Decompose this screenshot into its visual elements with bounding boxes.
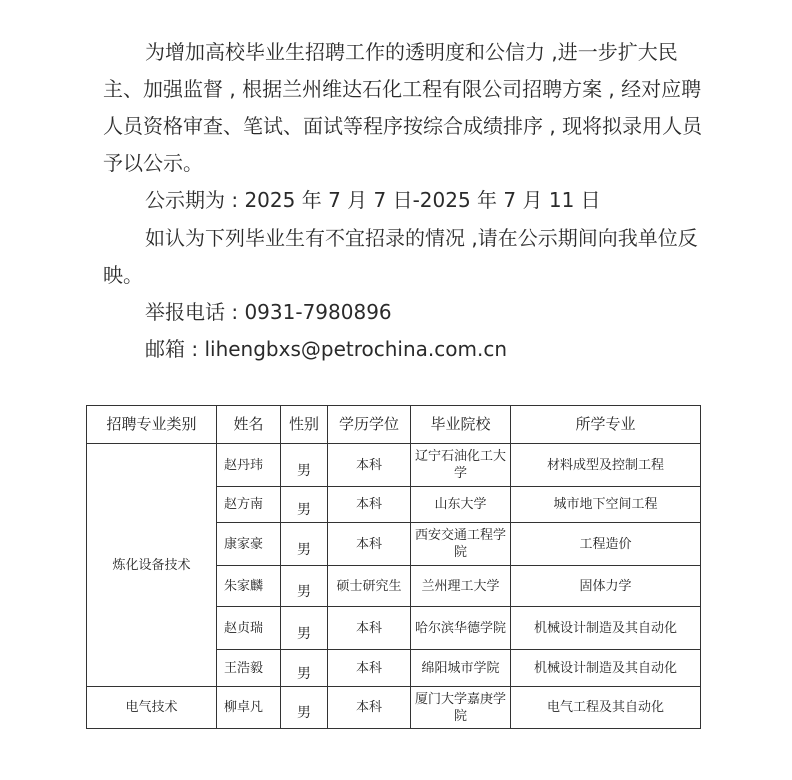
header-gender: 性别 [281,406,328,444]
name-cell: 赵贞瑞 [217,607,281,650]
major-cell: 工程造价 [511,523,701,566]
degree-cell: 本科 [328,607,411,650]
header-school: 毕业院校 [411,406,511,444]
gender-cell: 男 [281,687,328,729]
major-cell: 城市地下空间工程 [511,487,701,523]
gender-cell: 男 [281,523,328,566]
publicity-period: 公示期为 : 2025 年 7 月 7 日-2025 年 7 月 11 日 [145,188,601,212]
school-cell: 西安交通工程学院 [411,523,511,566]
table-row [87,687,701,729]
degree-cell: 本科 [328,650,411,687]
gender-cell: 男 [281,487,328,523]
school-cell: 绵阳城市学院 [411,650,511,687]
name-cell: 康家豪 [217,523,281,566]
gender-cell: 男 [281,444,328,487]
category-cell: 电气技术 [87,687,217,729]
degree-cell: 本科 [328,487,411,523]
degree-cell: 本科 [328,687,411,729]
header-category: 招聘专业类别 [87,406,217,444]
report-email: 邮箱 : lihengbxs@petrochina.com.cn [145,337,507,361]
objection-paragraph: 如认为下列毕业生有不宜招录的情况 ,请在公示期间向我单位反映。 [103,226,698,287]
name-cell: 赵丹玮 [217,444,281,487]
major-cell: 机械设计制造及其自动化 [511,607,701,650]
major-cell: 电气工程及其自动化 [511,687,701,729]
gender-cell: 男 [281,566,328,607]
school-cell: 辽宁石油化工大学 [411,444,511,487]
header-major: 所学专业 [511,406,701,444]
degree-cell: 硕士研究生 [328,566,411,607]
school-cell: 山东大学 [411,487,511,523]
major-cell: 机械设计制造及其自动化 [511,650,701,687]
name-cell: 王浩毅 [217,650,281,687]
hiring-table [86,405,701,729]
header-degree: 学历学位 [328,406,411,444]
category-cell: 炼化设备技术 [87,444,217,687]
name-cell: 柳卓凡 [217,687,281,729]
table-row [87,444,701,487]
major-cell: 材料成型及控制工程 [511,444,701,487]
name-cell: 朱家麟 [217,566,281,607]
intro-paragraph: 为增加高校毕业生招聘工作的透明度和公信力 ,进一步扩大民主、加强监督 , 根据兰州维达石化工程有限公司招聘方案 , 经对应聘人员资格审查、笔试、面试等程序按综合成绩排序 , 现将拟录用人员予以公示。 [103,40,703,175]
school-cell: 兰州理工大学 [411,566,511,607]
degree-cell: 本科 [328,444,411,487]
name-cell: 赵方南 [217,487,281,523]
major-cell: 固体力学 [511,566,701,607]
report-phone: 举报电话 : 0931-7980896 [145,300,392,324]
gender-cell: 男 [281,650,328,687]
table-header-row [87,406,701,444]
gender-cell: 男 [281,607,328,650]
degree-cell: 本科 [328,523,411,566]
school-cell: 厦门大学嘉庚学院 [411,687,511,729]
header-name: 姓名 [217,406,281,444]
school-cell: 哈尔滨华德学院 [411,607,511,650]
